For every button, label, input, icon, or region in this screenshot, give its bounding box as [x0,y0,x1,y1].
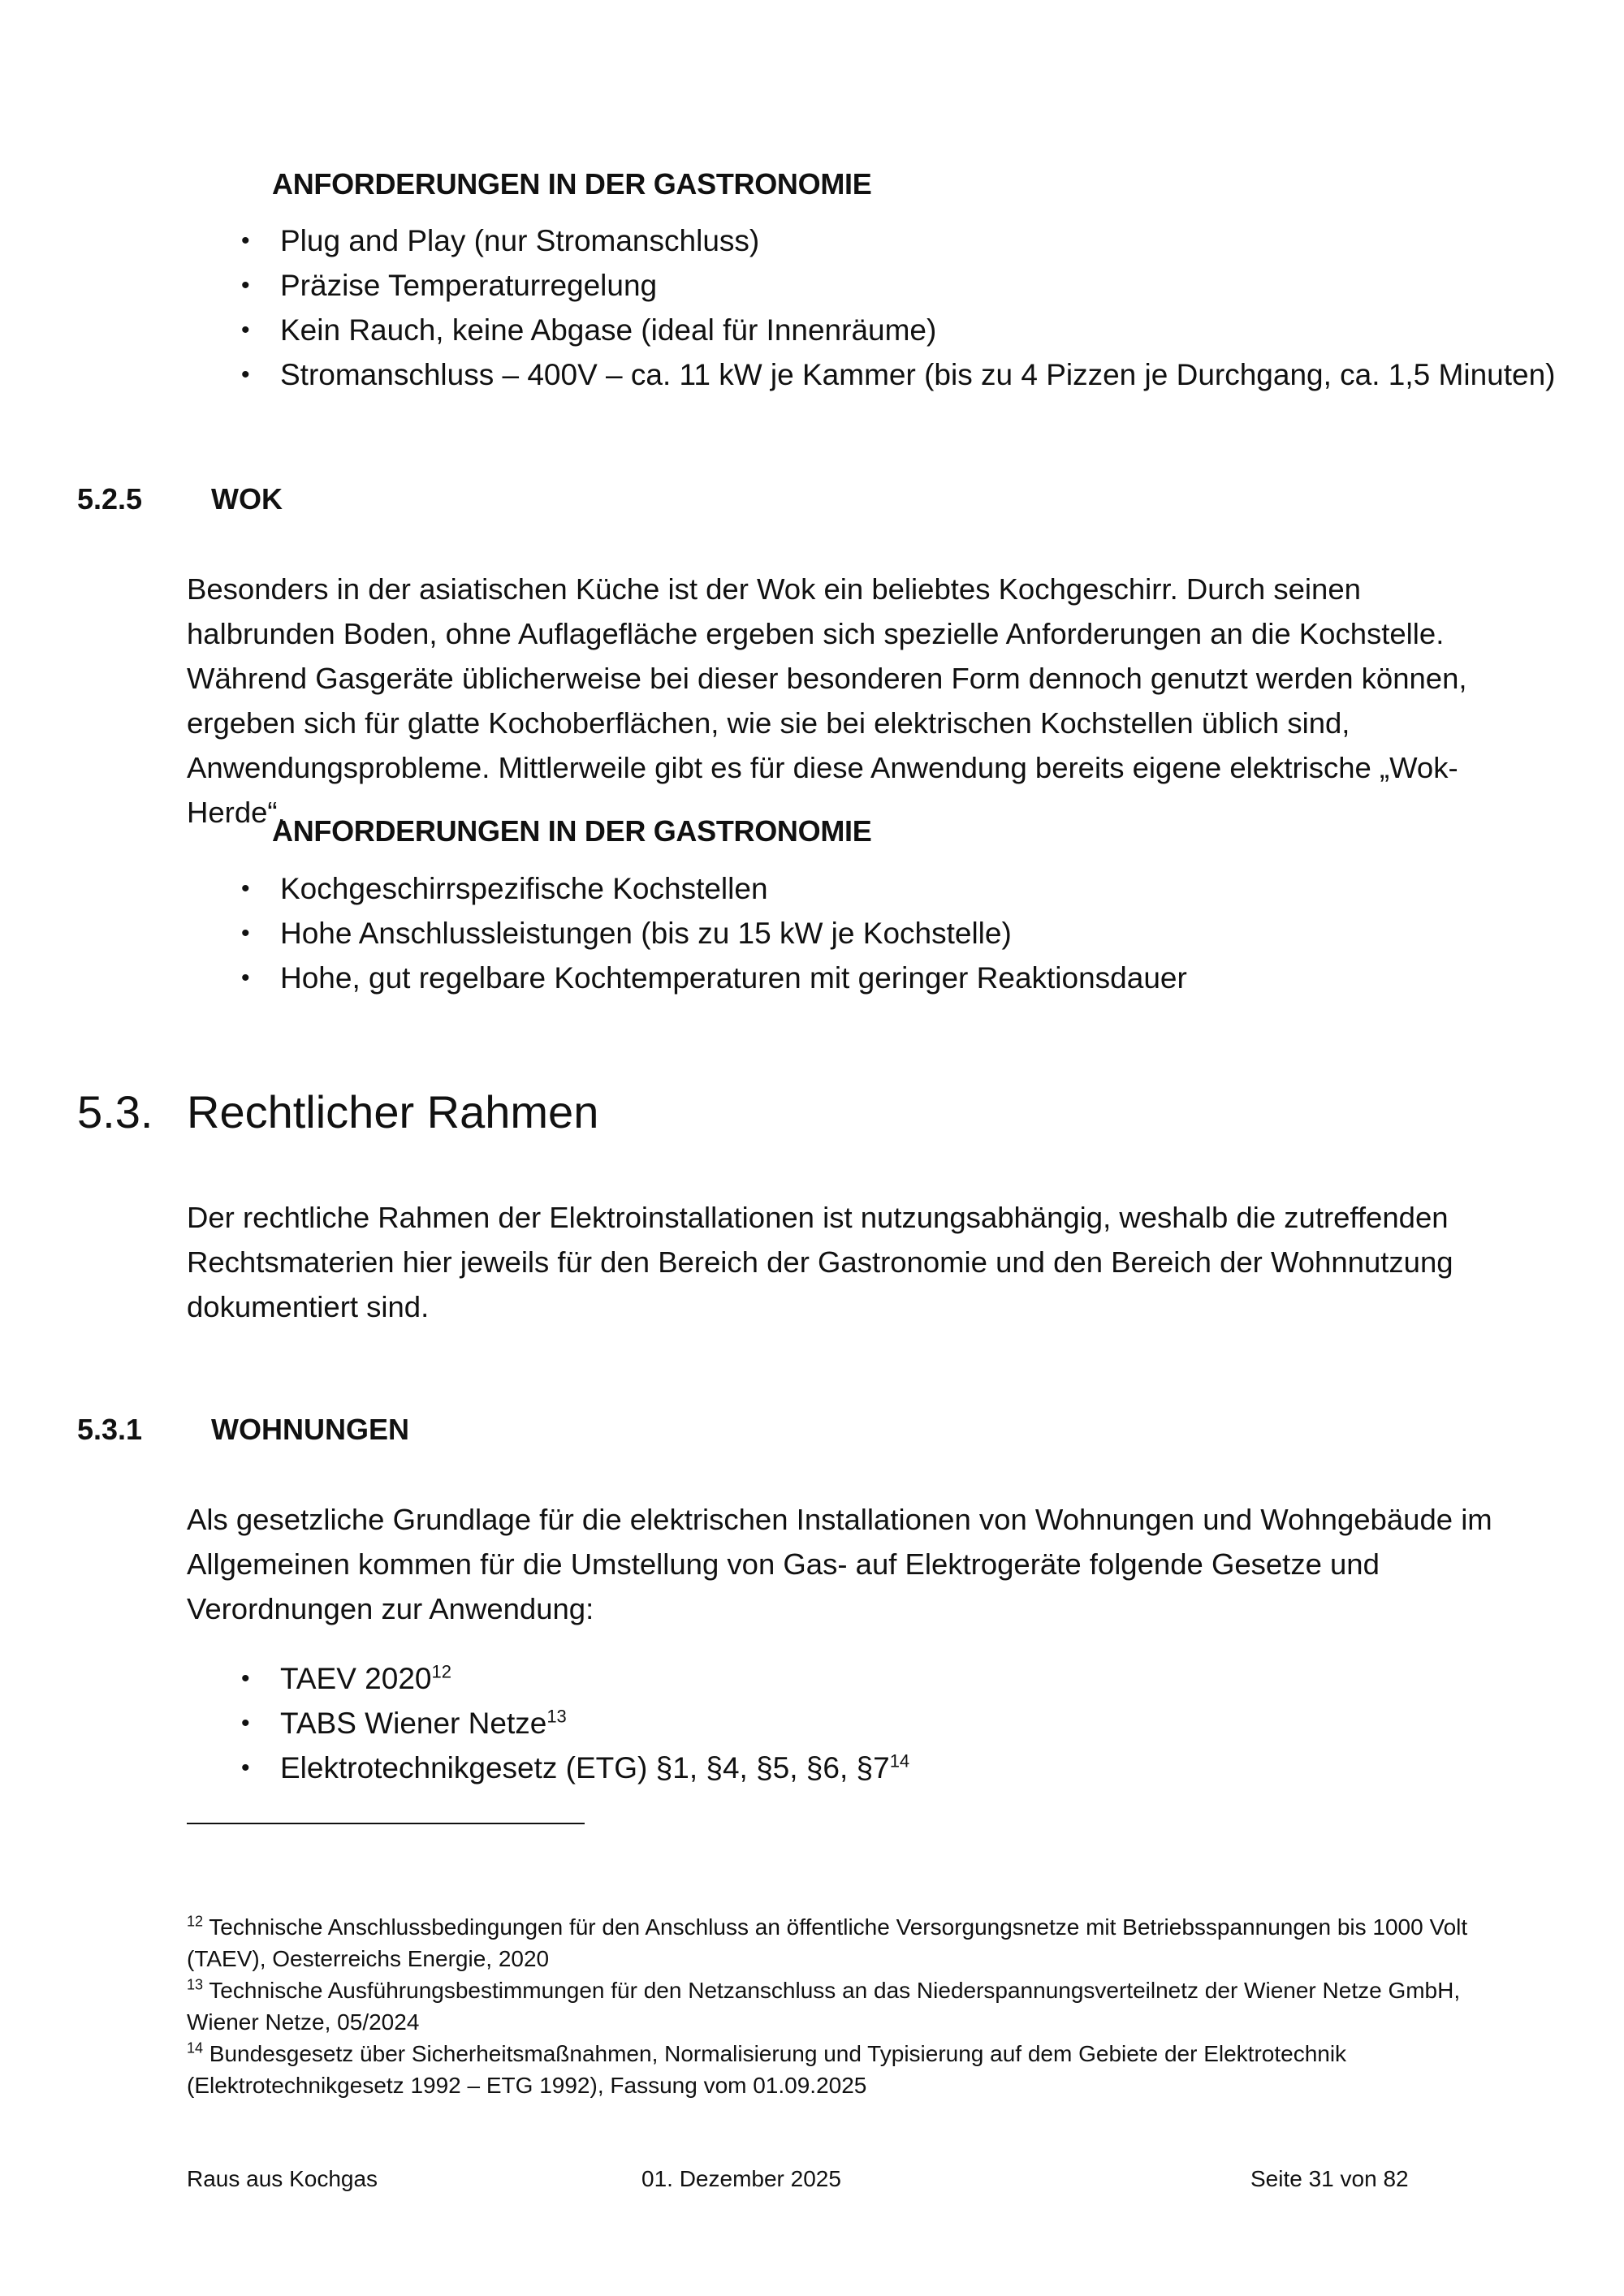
bullet-icon: • [241,1754,250,1781]
footnote: $^{14}$ Bundesgesetz über Sicherheitsmaßnahmen, Normalisierung und Typisierung auf dem Gebiete der Elektrotechnik (Elektrotechnikgesetz 1992 – ETG 1992), Fassung vom 01.09.2025 [187,2039,1347,2098]
footer-page-number: Seite 31 von 82 [1250,2166,1409,2191]
footnote-ref: 14 [889,1750,910,1772]
list-item: • Elektrotechnikgesetz (ETG) §1, §4, §5, §6, $\S 7^{14}$ [280,1746,1579,1790]
bullet-icon: • [241,361,250,388]
section-title-rechtlicher-rahmen: Rechtlicher Rahmen [187,1086,599,1137]
list-item: • Stromanschluss – 400V – ca. 11 kW je Kammer (bis zu 4 Pizzen je Durchgang, ca. 1,5 Minuten) [280,352,1579,397]
wok-paragraph: Besonders in der asiatischen Küche ist der Wok ein beliebtes Kochgeschirr. Durch seinen halbrunden Boden, ohne Auflagefläche ergeben sich spezielle Anforderungen an die Kochstelle. Während Gasgeräte üblicherweise bei dieser besonderen Form dennoch genutzt werden können, ergeben sich für glatte Kochoberflächen, wie sie bei elektrischen Kochstellen üblich sind, Anwendungsprobleme. Mittlerweile gibt es für diese Anwendung bereits eigene elektrische „Wok-Herde“. [187,572,1467,829]
requirements-heading-2: ANFORDERUNGEN IN DER GASTRONOMIE [272,814,872,848]
requirements-list-1 [241,218,1579,397]
list-item: • TAEV 2020$^{12}$ [280,1656,1579,1701]
footnote: $^{13}$ Technische Ausführungsbestimmungen für den Netzanschluss an das Niederspannungsverteilnetz der Wiener Netze GmbH, Wiener Netze, 05/2024 [187,1976,1461,2035]
list-item: • Präzise Temperaturregelung [280,263,1579,308]
requirements-list-2 [241,866,1579,1000]
list-item: • Kein Rauch, keine Abgase (ideal für Innenräume) [280,308,1579,352]
bullet-icon: • [241,1665,250,1692]
requirements-heading-1: ANFORDERUNGEN IN DER GASTRONOMIE [272,167,872,201]
list-item: • Plug and Play (nur Stromanschluss) [280,218,1579,263]
bullet-icon: • [241,272,250,299]
bullet-icon: • [241,920,250,947]
section-title-wohnungen: WOHNUNGEN [211,1413,409,1446]
bullet-icon: • [241,1710,250,1737]
list-item: • TABS Wiener Netze$^{13}$ [280,1701,1579,1746]
bullet-icon: • [241,875,250,902]
bullet-icon: • [241,317,250,343]
footnote: $^{12}$ Technische Anschlussbedingungen für den Anschluss an öffentliche Versorgungsnetze mit Betriebsspannungen bis 1000 Volt (TAEV), Oesterreichs Energie, 2020 [187,1913,1468,1971]
section-title-wok: WOK [211,482,283,516]
footnote-ref: 13 [546,1706,567,1727]
footnotes [187,1911,1518,2101]
footnote-separator [187,1823,585,1824]
footer-date: 01. Dezember 2025 [641,2166,841,2191]
section-number-531: 5.3.1 [77,1413,143,1446]
footer-document-title: Raus aus Kochgas [187,2166,378,2191]
section-number-53: 5.3. [77,1086,153,1137]
list-item: • Hohe Anschlussleistungen (bis zu 15 kW je Kochstelle) [280,911,1579,956]
bullet-icon: • [241,227,250,254]
footnote-ref: 12 [431,1661,451,1682]
laws-list [241,1656,1579,1790]
section-number-525: 5.2.5 [77,482,143,516]
list-item: • Hohe, gut regelbare Kochtemperaturen mit geringer Reaktionsdauer [280,956,1579,1000]
rahmen-paragraph: Der rechtliche Rahmen der Elektroinstallationen ist nutzungsabhängig, weshalb die zutreffenden Rechtsmaterien hier jeweils für den Bereich der Gastronomie und den Bereich der Wohnnutzung dokumentiert sind. [187,1201,1453,1323]
list-item: • Kochgeschirrspezifische Kochstellen [280,866,1579,911]
wohnungen-paragraph: Als gesetzliche Grundlage für die elektrischen Installationen von Wohnungen und Wohngebäude im Allgemeinen kommen für die Umstellung von Gas- auf Elektrogeräte folgende Gesetze und Verordnungen zur Anwendung: [187,1503,1492,1625]
bullet-icon: • [241,965,250,991]
